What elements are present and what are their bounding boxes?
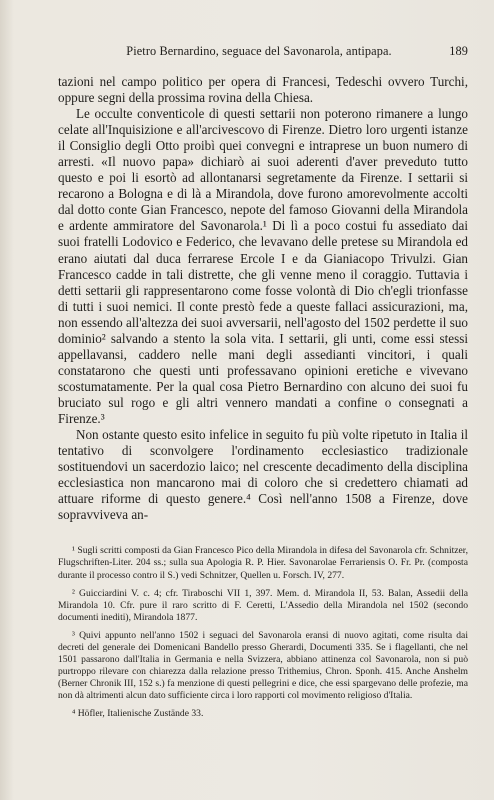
page-header <box>58 44 468 62</box>
footnote: ² Guicciardini V. c. 4; cfr. Tiraboschi VII 1, 397. Mem. d. Mirandola II, 53. Balan, Assedii della Mirandola 10. Cfr. pure il raro scritto di F. Ceretti, L'Assedio della Mirandola nel 1502 (secondo documenti inediti), Mirandola 1877. <box>58 587 468 623</box>
paragraph-continuation: tazioni nel campo politico per opera di Francesi, Tedeschi ovvero Turchi, oppure segni della prossima rovina della Chiesa. <box>58 74 468 106</box>
footnote: ¹ Sugli scritti composti da Gian Francesco Pico della Mirandola in difesa del Savonarola cfr. Schnitzer, Flugschriften-Liter. 204 ss.; sulla sua Apologia R. P. Hier. Savonarolae Ferrariensis O. Fr. Pr. (composta durante il processo contro il S.) vedi Schnitzer, Quellen u. Forsch. IV, 277. <box>58 545 468 581</box>
page-number: 189 <box>449 44 468 58</box>
paragraph: Le occulte conventicole di questi settarii non poterono rimanere a lungo celate all'Inquisizione e all'arcivescovo di Firenze. Dietro loro urgenti istanze il Consiglio degli Otto proibì quei convegni e intraprese un buon numero di arresti. «Il nuovo papa» dichiarò ai suoi aderenti d'aver preveduto tutto questo e poi li esortò ad allontanarsi segretamente da Firenze. I settarii si recarono a Bologna e di là a Mirandola, dove furono amorevolmente accolti dal dotto conte Gian Francesco, nepote del famoso Giovanni della Mirandola e ardente ammiratore del Savonarola.¹ Di lì a poco costui fu assediato dai suoi fratelli Lodovico e Federico, che levavano delle pretese su Mirandola ed erano aiutati dal duca ferrarese Ercole I e da Gianiacopo Trivulzi. Gian Francesco cadde in tali distrette, che gli venne meno il coraggio. Tuttavia i detti settarii gli rappresentarono come fosse volontà di Dio ch'egli trionfasse di tutti i suoi nemici. Il conte prestò fede a queste fallaci assicurazioni, ma, non essendo all'altezza dei suoi avversarii, nell'agosto del 1502 perdette il suo dominio² salvando a stento la sola vita. I settarii, gli unti, come essi stessi appellavansi, caddero nelle mani degli assedianti vincitori, i quali constatarono che questi unti professavano opinioni eretiche e vivevano scostumatamente. Per la qual cosa Pietro Bernardino con alcuno dei suoi fu bruciato sul rogo e gli altri vennero mandati a confine o consegnati a Firenze.³ <box>58 106 468 426</box>
footnote: ⁴ Höfler, Italienische Zustände 33. <box>72 708 204 720</box>
running-head: Pietro Bernardino, seguace del Savonarola, antipapa. <box>126 44 392 58</box>
paragraph: Non ostante questo esito infelice in seguito fu più volte ripetuto in Italia il tentativo di sconvolgere l'ordinamento ecclesiastico tradizionale sostituendovi un sacerdozio laico; nel crescente decadimento della disciplina ecclesiastica non mancarono mai di coloro che si credettero chiamati ad attuare riforme di questo genere.⁴ Così nell'anno 1508 a Firenze, dove sopravviveva an- <box>58 427 468 523</box>
footnotes <box>58 545 468 720</box>
body-text <box>58 74 468 523</box>
footnote: ³ Quivi appunto nell'anno 1502 i seguaci del Savonarola eransi di nuovo agitati, come risulta dai decreti del generale dei Domenicani Bandello presso Gherardi, Documenti 335. Se i flagellanti, che nel 1501 passarono dall'Italia in Germania e nella Svizzera, abbiano attinenza col Savonarola, non si può purtroppo rilevare con chiarezza dalla relazione presso Trithemius, Chron. Sponh. 415. Anche Anshelm (Berner Chronik III, 152 s.) fa menzione di questi pellegrini e dice, che essi spargevano delle profezie, ma non dà altrimenti alcun dato sufficiente circa i loro rapporti col movimento religioso d'Italia. <box>58 629 468 702</box>
